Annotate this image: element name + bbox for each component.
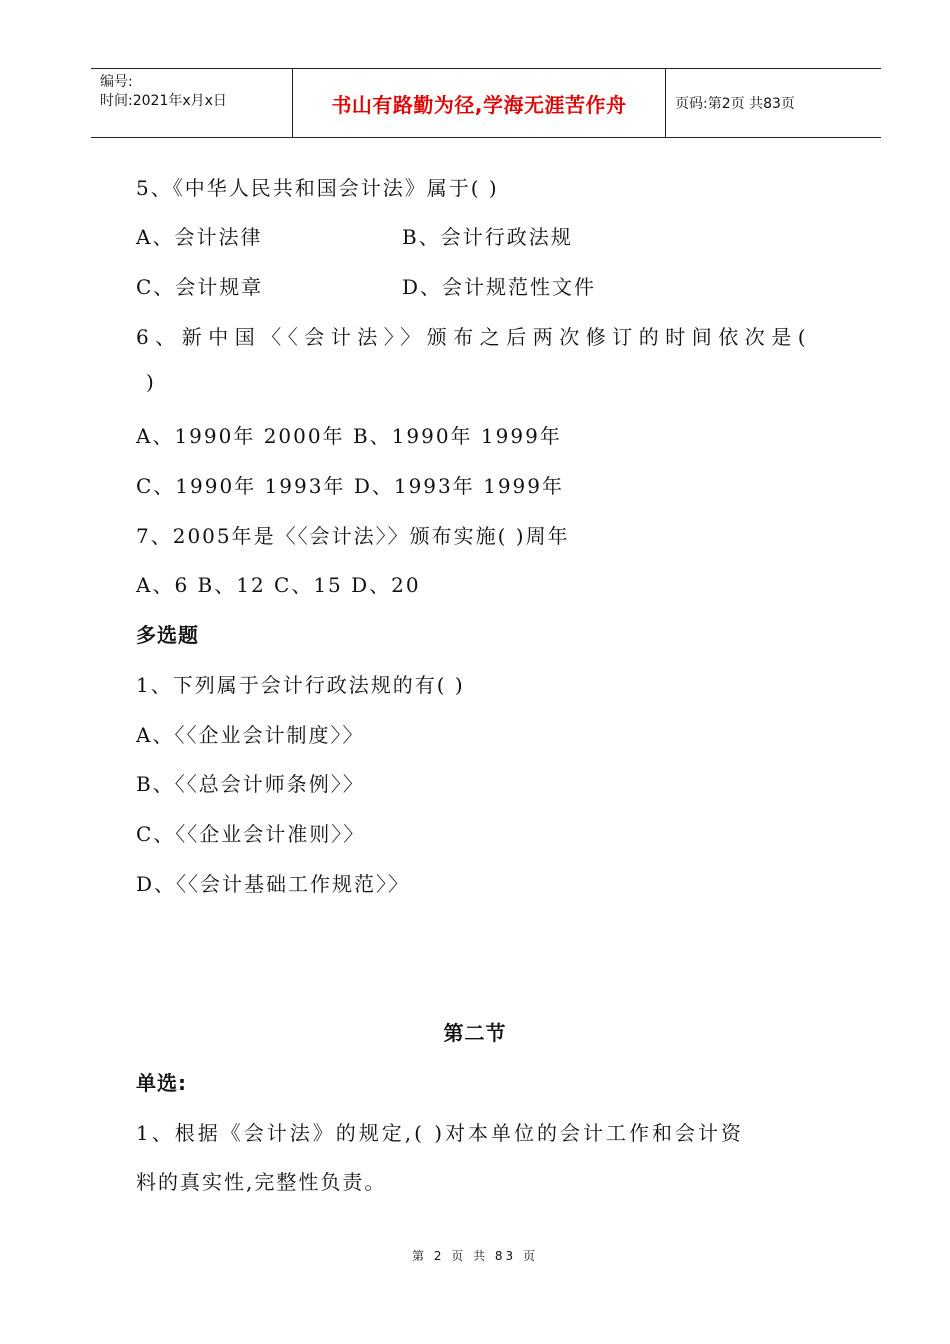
motto-text: 书山有路勤为径,学海无涯苦作舟 [331,92,627,117]
header-motto-cell [292,69,666,137]
multi-choice-heading: 多选题 [136,623,199,647]
question-6-options-cd: C、1990年 1993年 D、1993年 1999年 [136,474,565,498]
page-header [91,68,881,138]
question-7-options: A、6 B、12 C、15 D、20 [136,573,421,597]
multi-question-1-option-b: B、〈〈总会计师条例〉〉 [136,772,365,796]
question-5-option-d: D、会计规范性文件 [402,275,597,299]
single-question-1: 1、根据《会计法》的规定,( )对本单位的会计工作和会计资 [136,1121,745,1145]
multi-question-1-option-c: C、〈〈企业会计准则〉〉 [136,822,366,846]
question-5-option-b: B、会计行政法规 [402,225,573,249]
header-left-cell [91,69,291,137]
single-choice-heading: 单选: [136,1071,187,1095]
question-5-option-c: C、会计规章 [136,275,264,299]
multi-question-1: 1、下列属于会计行政法规的有( ) [136,673,465,697]
multi-question-1-option-d: D、〈〈会计基础工作规范〉〉 [136,872,411,896]
question-6-continued: ) [146,370,156,394]
time-label: 时间:2021年x月x日 [100,93,227,109]
question-6-options-ab: A、1990年 2000年 B、1990年 1999年 [136,424,562,448]
question-7: 7、2005年是〈〈会计法〉〉颁布实施( )周年 [136,524,570,548]
question-6: 6、新中国〈〈会计法〉〉颁布之后两次修订的时间依次是( [136,325,813,349]
header-page-code: 页码:第2页 共83页 [675,96,795,112]
page-footer: 第 2 页 共 83 页 [412,1249,538,1263]
question-5: 5、《中华人民共和国会计法》属于( ) [136,176,499,200]
number-label: 编号: [100,74,133,90]
multi-question-1-option-a: A、〈〈企业会计制度〉〉 [136,723,365,747]
single-question-1-continued: 料的真实性,完整性负责。 [136,1170,387,1194]
question-5-option-a: A、会计法律 [136,225,263,249]
section-heading: 第二节 [443,1021,507,1045]
